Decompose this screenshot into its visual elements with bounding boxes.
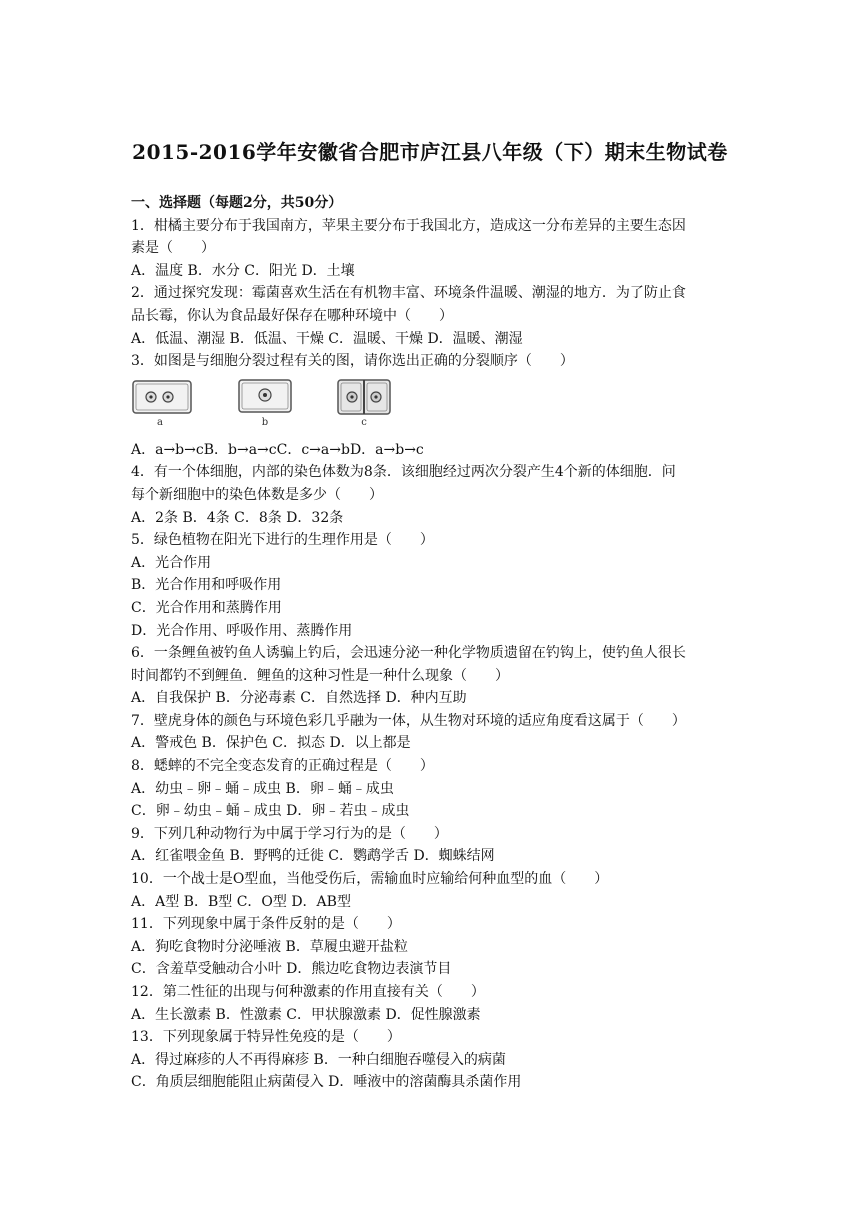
question-options: C．含羞草受触动合小叶 D．熊边吃食物边表演节目 — [131, 961, 452, 978]
question-options: A．自我保护 B．分泌毒素 C．自然选择 D．种内互助 — [131, 690, 467, 707]
exam-title: 2015-2016学年安徽省合肥市庐江县八年级（下）期末生物试卷 — [132, 140, 728, 164]
question-stem: 5．绿色植物在阳光下进行的生理作用是（ ） — [131, 532, 434, 549]
question-7 — [131, 710, 731, 755]
question-options: A．低温、潮湿 B．低温、干燥 C．温暖、干燥 D．温暖、潮湿 — [131, 330, 523, 347]
figure-label-c: c — [361, 416, 367, 428]
question-stem: 3．如图是与细胞分裂过程有关的图，请你选出正确的分裂顺序（ ） — [131, 353, 574, 370]
question-options: A．生长激素 B．性激素 C．甲状腺激素 D．促性腺激素 — [131, 1006, 481, 1023]
question-1 — [131, 215, 731, 283]
question-10 — [131, 868, 731, 913]
question-options: C．卵﹣幼虫﹣蛹﹣成虫 D．卵﹣若虫﹣成虫 — [131, 803, 410, 820]
question-9 — [131, 823, 731, 868]
cell-c-image — [336, 377, 396, 428]
question-options: A．红雀喂金鱼 B．野鸭的迁徙 C．鹦鹉学舌 D．蜘蛛结网 — [131, 848, 495, 865]
question-4 — [131, 461, 731, 529]
question-5 — [131, 529, 731, 642]
question-options: A．警戒色 B．保护色 C．拟态 D．以上都是 — [131, 735, 411, 752]
cell-b-image — [237, 377, 297, 428]
question-options: A．A型 B．B型 C．O型 D．AB型 — [131, 893, 351, 910]
question-option: C．光合作用和蒸腾作用 — [131, 599, 282, 616]
question-options: A．幼虫﹣卵﹣蛹﹣成虫 B．卵﹣蛹﹣成虫 — [131, 780, 394, 797]
question-options: A．2条 B．4条 C．8条 D．32条 — [131, 509, 344, 526]
question-stem: 6．一条鲤鱼被钓鱼人诱骗上钓后，会迅速分泌一种化学物质遗留在钓钩上，使钓鱼人很长 — [131, 645, 686, 662]
section-heading: 一、选择题（每题2分，共50分） — [131, 195, 343, 211]
question-11 — [131, 913, 731, 981]
question-stem: 10．一个战士是O型血，当他受伤后，需输血时应输给何种血型的血（ ） — [131, 871, 609, 888]
question-stem: 11．下列现象中属于条件反射的是（ ） — [131, 916, 401, 933]
question-options: C．角质层细胞能阻止病菌侵入 D．唾液中的溶菌酶具杀菌作用 — [131, 1074, 522, 1091]
question-3 — [131, 350, 731, 461]
question-stem: 13．下列现象属于特异性免疫的是（ ） — [131, 1029, 401, 1046]
question-option: B．光合作用和呼吸作用 — [131, 577, 282, 594]
question-options: A．狗吃食物时分泌唾液 B．草履虫避开盐粒 — [131, 938, 408, 955]
question-stem: 每个新细胞中的染色体数是多少（ ） — [131, 486, 383, 503]
question-2 — [131, 282, 731, 350]
figure-label-a: a — [157, 416, 163, 428]
question-option: A．光合作用 — [131, 554, 212, 571]
question-stem: 8．蟋蟀的不完全变态发育的正确过程是（ ） — [131, 758, 434, 775]
question-list — [131, 192, 731, 1094]
question-options: A．得过麻疹的人不再得麻疹 B．一种白细胞吞噬侵入的病菌 — [131, 1051, 506, 1068]
question-12 — [131, 981, 731, 1026]
question-stem: 1．柑橘主要分布于我国南方，苹果主要分布于我国北方，造成这一分布差异的主要生态因 — [131, 217, 686, 234]
question-stem: 时间都钓不到鲤鱼．鲤鱼的这种习性是一种什么现象（ ） — [131, 667, 509, 684]
question-option: D．光合作用、呼吸作用、蒸腾作用 — [131, 622, 353, 639]
question-13 — [131, 1026, 731, 1094]
figure-label-b: b — [261, 416, 269, 428]
question-stem: 12．第二性征的出现与何种激素的作用直接有关（ ） — [131, 984, 485, 1000]
question-stem: 7．壁虎身体的颜色与环境色彩几乎融为一体，从生物对环境的适应角度看这属于（ ） — [131, 712, 686, 729]
question-stem: 素是（ ） — [131, 240, 215, 257]
cell-division-figure — [131, 377, 731, 437]
question-stem: 9．下列几种动物行为中属于学习行为的是（ ） — [131, 825, 448, 842]
question-stem: 2．通过探究发现：霉菌喜欢生活在有机物丰富、环境条件温暖、潮湿的地方．为了防止食 — [131, 285, 686, 302]
question-stem: 4．有一个体细胞，内部的染色体数为8条．该细胞经过两次分裂产生4个新的体细胞．问 — [131, 464, 676, 481]
question-6 — [131, 642, 731, 710]
cell-a-image — [131, 377, 195, 428]
question-options: A．a→b→cB．b→a→cC．c→a→bD．a→b→c — [131, 441, 424, 458]
question-8 — [131, 755, 731, 823]
question-stem: 品长霉，你认为食品最好保存在哪种环境中（ ） — [131, 307, 453, 324]
question-options: A．温度 B．水分 C．阳光 D．土壤 — [131, 262, 355, 279]
